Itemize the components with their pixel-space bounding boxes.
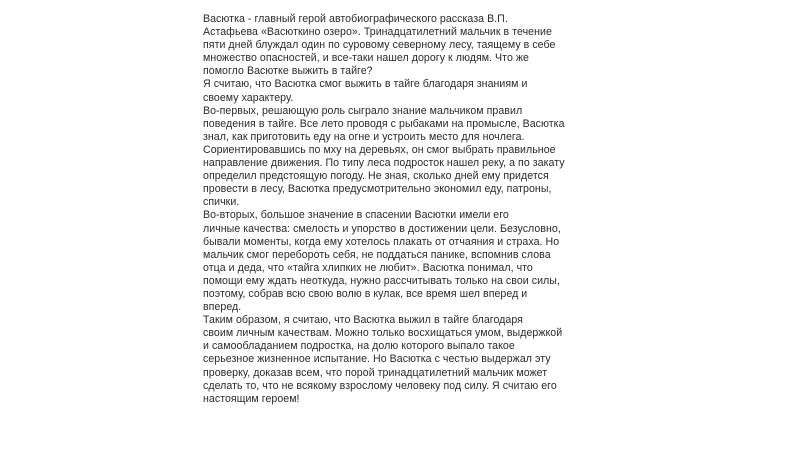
paragraph-thesis: Я считаю, что Васютка смог выжить в тайге благодаря знаниям и своему характеру. bbox=[203, 78, 528, 104]
essay-text-block bbox=[203, 13, 601, 406]
paragraph-second-argument: Во-вторых, большое значение в спасении Васютки имели его личные качества: смелость и упорство в достижении цели. Безусловно, бывали моменты, когда ему хотелось плакать от отчаяния и страха. Но мальчик смог перебороть себя, не поддаться панике, вспомнив слова отца и деда, что «тайга хлипких не любит». Васютка понимал, что помощи ему ждать неоткуда, нужно рассчитывать только на свои силы, поэтому, собрав всю свою волю в кулак, все время шел вперед и вперед. bbox=[203, 209, 561, 314]
paragraph-conclusion: Таким образом, я считаю, что Васютка выжил в тайге благодаря своим личным качествам. Можно только восхищаться умом, выдержкой и самообладанием подростка, на долю которого выпало такое серьезное жизненное испытание. Но Васютка с честью выдержал эту проверку, доказав всем, что порой тринадцатилетний мальчик может сделать то, что не всякому взрослому человеку под силу. Я считаю его настоящим героем! bbox=[203, 314, 563, 405]
paragraph-first-argument: Во-первых, решающую роль сыграло знание мальчиком правил поведения в тайге. Все лето проводя с рыбаками на промысле, Васютка знал, как приготовить еду на огне и устроить место для ночлега. Сориентировавшись по мху на деревьях, он смог выбрать правильное направление движения. По типу леса подросток нашел реку, а по закату определил предстоящую погоду. Не зная, сколько дней ему придется провести в лесу, Васютка предусмотрительно экономил еду, патроны, спички. bbox=[203, 104, 565, 209]
paragraph-intro: Васютка - главный герой автобиографического рассказа В.П. Астафьева «Васюткино озеро». Тринадцатилетний мальчик в течение пяти дней блуждал один по суровому северному лесу, таящему в себе множество опасностей, и все-таки нашел дорогу к людям. Что же помогло Васютке выжить в тайге? bbox=[203, 13, 556, 78]
